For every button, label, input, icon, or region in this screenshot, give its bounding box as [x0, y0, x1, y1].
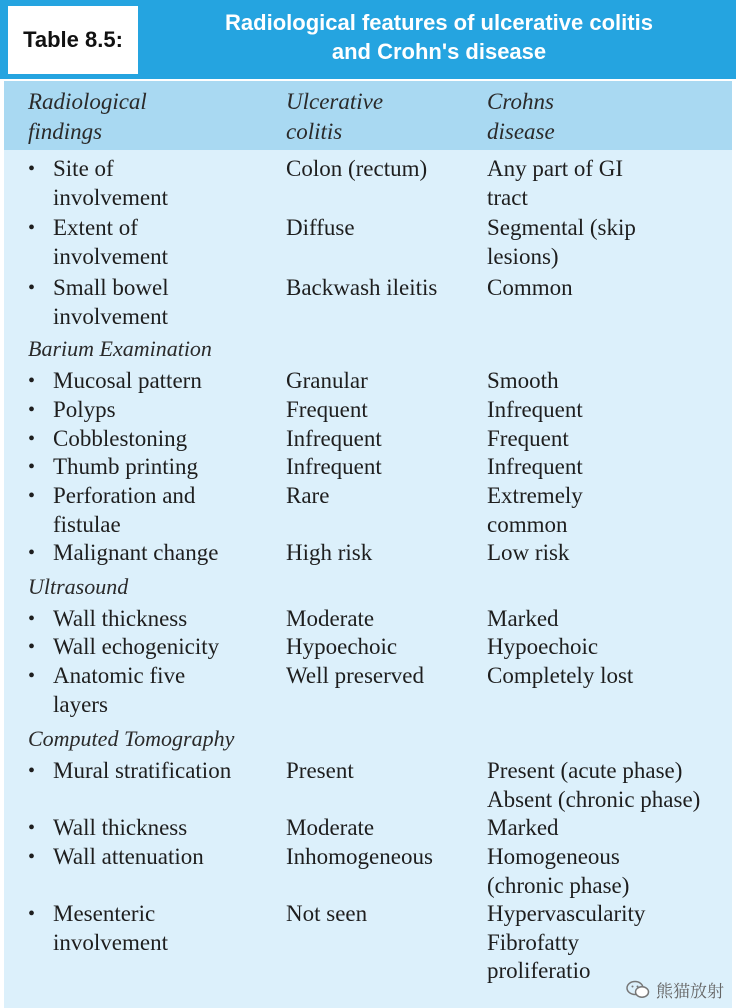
- finding-cell: • Polyps: [28, 397, 116, 422]
- finding-cell: • Malignant change: [28, 540, 219, 565]
- cd-cell: Common: [487, 275, 573, 300]
- cd-cell: Frequent: [487, 426, 569, 451]
- cd-cell: Any part of GI tract: [487, 156, 624, 210]
- finding-cell: • Small bowel involvement: [28, 275, 169, 329]
- cd-cell: Extremely common: [487, 483, 583, 537]
- finding-cell: • Site of involvement: [28, 156, 168, 210]
- table-title: Radiological features of ulcerative colitis and Crohn's disease: [225, 10, 653, 64]
- uc-cell: Not seen: [286, 901, 368, 926]
- cd-cell: Homogeneous (chronic phase): [487, 844, 630, 898]
- finding-cell: • Wall thickness: [28, 815, 188, 840]
- uc-cell: Infrequent: [286, 426, 382, 451]
- table-label: Table 8.5:: [8, 6, 138, 74]
- uc-cell: Colon (rectum): [286, 156, 428, 181]
- finding-cell: • Wall echogenicity: [28, 634, 220, 659]
- cd-cell: Hypervascularity Fibrofatty proliferatio: [487, 901, 646, 983]
- column-header-findings: Radiological findings: [28, 89, 147, 144]
- finding-cell: • Mesenteric involvement: [28, 901, 168, 955]
- finding-cell: • Wall attenuation: [28, 844, 204, 869]
- uc-cell: Infrequent: [286, 454, 382, 479]
- cd-cell: Completely lost: [487, 663, 634, 688]
- uc-cell: Backwash ileitis: [286, 275, 438, 300]
- watermark: [626, 977, 724, 1002]
- finding-cell: • Perforation and fistulae: [28, 483, 196, 537]
- wechat-icon: [626, 980, 650, 1000]
- uc-cell: Well preserved: [286, 663, 424, 688]
- cd-cell: Infrequent: [487, 397, 583, 422]
- section-heading-ultrasound: Ultrasound: [28, 574, 129, 599]
- uc-cell: High risk: [286, 540, 373, 565]
- cd-cell: Segmental (skip lesions): [487, 215, 636, 269]
- cd-cell: Smooth: [487, 368, 559, 393]
- finding-cell: • Mucosal pattern: [28, 368, 202, 393]
- finding-cell: • Anatomic five layers: [28, 663, 186, 717]
- uc-cell: Inhomogeneous: [286, 844, 433, 869]
- finding-cell: • Thumb printing: [28, 454, 199, 479]
- cd-cell: Present (acute phase) Absent (chronic phase): [487, 758, 701, 812]
- column-header-ulcerative-colitis: Ulcerative colitis: [286, 89, 384, 144]
- uc-cell: Moderate: [286, 606, 375, 631]
- cd-cell: Marked: [487, 815, 559, 840]
- uc-cell: Frequent: [286, 397, 368, 422]
- finding-cell: • Extent of involvement: [28, 215, 168, 269]
- column-header-crohns-disease: Crohns disease: [487, 89, 555, 144]
- uc-cell: Rare: [286, 483, 330, 508]
- watermark-text: 熊猫放射: [656, 982, 724, 1002]
- uc-cell: Moderate: [286, 815, 375, 840]
- finding-cell: • Mural stratification: [28, 758, 232, 783]
- cd-cell: Marked: [487, 606, 559, 631]
- cd-cell: Infrequent: [487, 454, 583, 479]
- cd-cell: Low risk: [487, 540, 570, 565]
- section-heading-ct: Computed Tomography: [28, 726, 235, 751]
- finding-cell: • Cobblestoning: [28, 426, 188, 451]
- table-body: [4, 150, 732, 1008]
- uc-cell: Granular: [286, 368, 368, 393]
- uc-cell: Present: [286, 758, 354, 783]
- table-header: [0, 0, 736, 79]
- uc-cell: Diffuse: [286, 215, 355, 240]
- finding-cell: • Wall thickness: [28, 606, 188, 631]
- uc-cell: Hypoechoic: [286, 634, 398, 659]
- column-headers: [4, 81, 732, 150]
- cd-cell: Hypoechoic: [487, 634, 599, 659]
- section-heading-barium: Barium Examination: [28, 336, 212, 361]
